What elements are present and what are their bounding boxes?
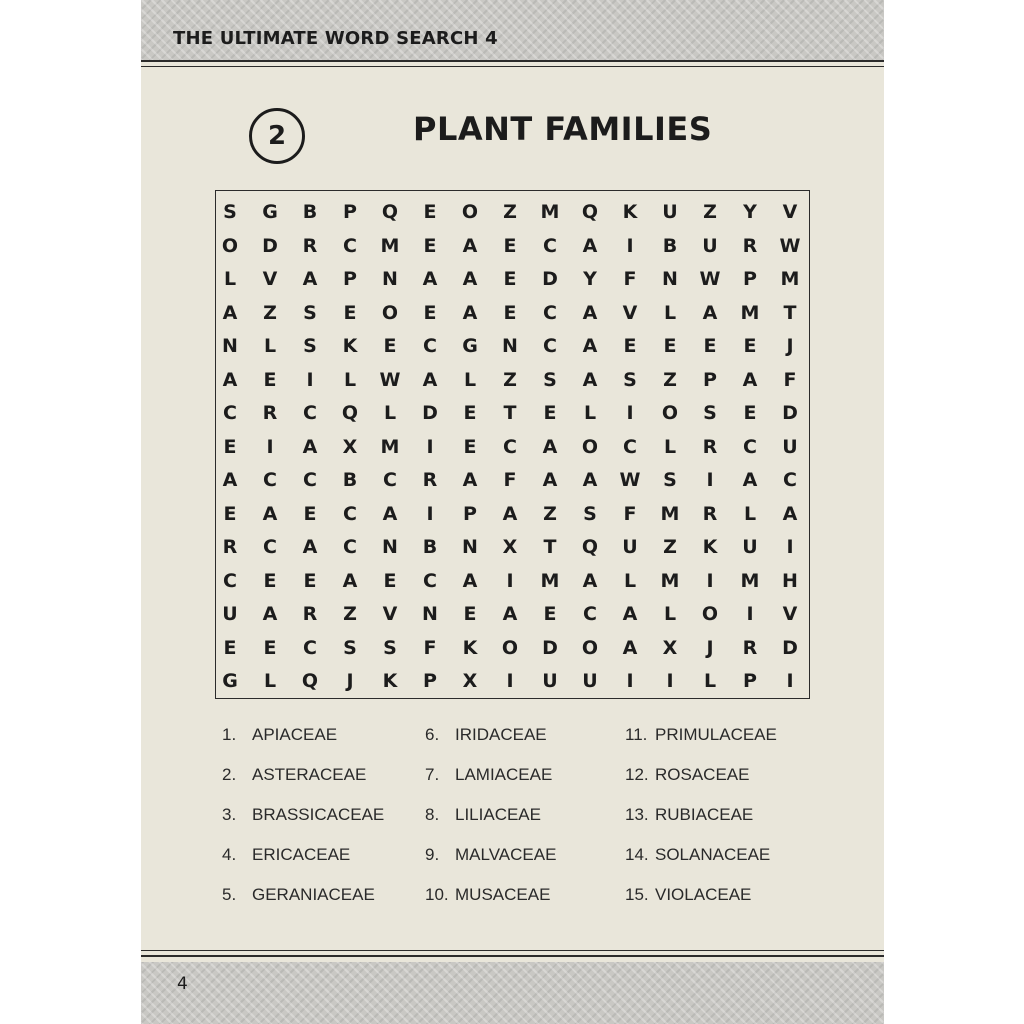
grid-letter: N [502, 335, 518, 357]
grid-letter: M [740, 301, 760, 324]
grid-letter: E [343, 301, 357, 324]
grid-letter: E [463, 402, 477, 424]
grid-letter: E [223, 636, 237, 659]
grid-letter: E [303, 569, 317, 592]
grid-letter: C [303, 636, 317, 659]
grid-letter: M [380, 435, 400, 458]
grid-letter: V [622, 301, 638, 324]
grid-letter: A [422, 268, 438, 290]
grid-letter: A [502, 502, 518, 525]
grid-letter: Z [503, 201, 517, 223]
grid-letter: E [263, 368, 277, 391]
grid-letter: M [540, 569, 560, 592]
grid-letter: N [462, 536, 478, 558]
word-list-item [625, 725, 777, 745]
grid-letter: Q [381, 201, 399, 223]
grid-letter: A [582, 569, 598, 592]
word-text: ASTERACEAE [252, 765, 367, 784]
grid-letter: P [463, 502, 477, 525]
grid-letter: A [222, 368, 238, 391]
footer-pattern-band [141, 962, 884, 1024]
grid-letter: L [343, 368, 357, 391]
grid-letter: V [382, 603, 398, 625]
grid-letter: O [661, 402, 679, 424]
grid-letter: C [543, 335, 557, 357]
grid-letter: B [302, 201, 318, 223]
grid-letter: A [622, 603, 638, 625]
grid-letter: D [422, 402, 438, 424]
grid-letter: A [302, 435, 318, 458]
word-list-item [625, 885, 752, 905]
word-text: APIACEAE [252, 725, 338, 744]
word-list-item [222, 885, 375, 905]
grid-letter: Z [263, 301, 277, 324]
grid-letter: A [622, 636, 638, 659]
grid-letter: E [383, 335, 397, 357]
word-list-item [625, 805, 754, 825]
grid-letter: A [302, 268, 318, 290]
grid-letter: A [462, 301, 478, 324]
grid-letter: C [503, 435, 517, 458]
grid-letter: C [223, 402, 237, 424]
grid-letter: E [463, 603, 477, 625]
grid-letter: M [660, 569, 680, 592]
grid-letter: I [506, 569, 514, 592]
grid-letter: A [742, 469, 758, 491]
grid-letter: A [702, 301, 718, 324]
grid-letter: S [303, 301, 317, 324]
grid-letter: A [382, 502, 398, 525]
word-text: VIOLACEAE [655, 885, 752, 904]
grid-letter: I [666, 670, 674, 692]
grid-letter: F [623, 502, 637, 525]
grid-letter: R [702, 435, 718, 458]
grid-letter: P [743, 268, 757, 290]
grid-letter: I [266, 435, 274, 458]
grid-letter: A [462, 234, 478, 257]
grid-letter: O [501, 636, 519, 659]
grid-letter: A [262, 502, 278, 525]
word-list-item [425, 765, 553, 785]
grid-letter: C [343, 502, 357, 525]
grid-letter: Q [341, 402, 359, 424]
grid-letter: L [263, 335, 277, 357]
grid-letter: E [663, 335, 677, 357]
grid-letter: U [782, 435, 798, 458]
grid-letter: E [423, 201, 437, 223]
grid-letter: U [222, 603, 238, 625]
grid-letter: R [422, 469, 438, 491]
grid-letter: X [342, 435, 358, 458]
grid-letter: C [543, 301, 557, 324]
grid-letter: Q [581, 201, 599, 223]
grid-letter: I [626, 670, 634, 692]
grid-letter: Z [543, 502, 557, 525]
grid-letter: C [383, 469, 397, 491]
word-list-item [425, 805, 541, 825]
word-text: PRIMULACEAE [655, 725, 777, 744]
word-number: 5. [222, 885, 237, 904]
grid-letter: U [702, 234, 718, 257]
grid-letter: K [702, 536, 718, 558]
grid-letter: E [743, 402, 757, 424]
word-list-item [222, 765, 367, 785]
grid-letter: P [423, 670, 437, 692]
word-number: 13. [625, 805, 649, 824]
word-number: 11. [625, 725, 648, 744]
grid-letter: E [503, 268, 517, 290]
word-number: 3. [222, 805, 237, 824]
grid-letter: D [782, 402, 798, 424]
grid-letter: C [623, 435, 637, 458]
grid-letter: S [583, 502, 597, 525]
grid-letter: P [343, 268, 357, 290]
footer-rule-thick [141, 955, 884, 957]
grid-letter: D [542, 636, 558, 659]
grid-letter: R [302, 234, 318, 257]
grid-letter: U [622, 536, 638, 558]
grid-letter: W [619, 469, 641, 491]
grid-letter: A [582, 234, 598, 257]
grid-letter: B [422, 536, 438, 558]
grid-letter: Z [703, 201, 717, 223]
grid-letter: C [423, 335, 437, 357]
book-page [141, 0, 884, 1024]
grid-letter: Z [663, 368, 677, 391]
grid-letter: X [462, 670, 478, 692]
grid-letter: O [701, 603, 719, 625]
grid-letter: L [223, 268, 237, 290]
grid-letter: E [463, 435, 477, 458]
word-list-item [425, 845, 557, 865]
grid-letter: A [462, 268, 478, 290]
grid-letter: C [223, 569, 237, 592]
grid-letter: S [383, 636, 397, 659]
word-number: 1. [222, 725, 237, 744]
puzzle-number: 2 [249, 108, 305, 164]
grid-letter: S [303, 335, 317, 357]
grid-letter: M [780, 268, 800, 290]
grid-letter: W [699, 268, 721, 290]
grid-letter: L [583, 402, 597, 424]
word-list-item [222, 845, 351, 865]
grid-letter: E [263, 636, 277, 659]
grid-letter: S [223, 201, 237, 223]
grid-letter: E [423, 234, 437, 257]
grid-letter: R [702, 502, 718, 525]
grid-letter: F [783, 368, 797, 391]
grid-letter: A [502, 603, 518, 625]
grid-letter: E [503, 234, 517, 257]
word-number: 7. [425, 765, 440, 784]
grid-letter: I [706, 469, 714, 491]
grid-letter: I [306, 368, 314, 391]
word-text: LILIACEAE [455, 805, 541, 824]
grid-letter: V [782, 603, 798, 625]
grid-letter: A [582, 301, 598, 324]
word-list-item [625, 765, 750, 785]
puzzle-title: PLANT FAMILIES [413, 110, 713, 148]
grid-letter: F [623, 268, 637, 290]
grid-letter: A [782, 502, 798, 525]
letter-grid [215, 190, 810, 699]
grid-letter: S [663, 469, 677, 491]
grid-letter: E [543, 402, 557, 424]
grid-letter: Z [503, 368, 517, 391]
grid-letter: C [583, 603, 597, 625]
grid-letter: V [262, 268, 278, 290]
grid-letter: N [662, 268, 678, 290]
grid-letter: L [463, 368, 477, 391]
grid-letter: P [703, 368, 717, 391]
grid-letter: L [383, 402, 397, 424]
grid-letter: I [786, 536, 794, 558]
grid-letter: W [379, 368, 401, 391]
grid-letter: A [462, 469, 478, 491]
grid-letter: I [786, 670, 794, 692]
grid-letter: E [543, 603, 557, 625]
grid-letter: Y [743, 201, 757, 223]
grid-letter: Z [663, 536, 677, 558]
grid-letter: H [782, 569, 798, 592]
word-number: 10. [425, 885, 449, 904]
grid-letter: K [622, 201, 638, 223]
grid-letter: O [221, 234, 239, 257]
grid-letter: C [343, 536, 357, 558]
grid-letter: E [503, 301, 517, 324]
grid-letter: L [263, 670, 277, 692]
grid-letter: E [303, 502, 317, 525]
grid-letter: N [222, 335, 238, 357]
grid-letter: A [542, 469, 558, 491]
grid-letter: C [263, 536, 277, 558]
grid-letter: T [783, 301, 797, 324]
grid-letter: G [262, 201, 278, 223]
grid-letter: Z [343, 603, 357, 625]
grid-letter: B [662, 234, 678, 257]
header-rule-thin [141, 66, 884, 67]
word-text: IRIDACEAE [455, 725, 547, 744]
grid-letter: A [582, 469, 598, 491]
grid-letter: Q [301, 670, 319, 692]
grid-letter: A [582, 335, 598, 357]
grid-letter: L [743, 502, 757, 525]
grid-letter: K [342, 335, 358, 357]
header-rule-thick [141, 60, 884, 62]
grid-letter: K [382, 670, 398, 692]
grid-letter: A [742, 368, 758, 391]
grid-letter: R [262, 402, 278, 424]
grid-letter: S [703, 402, 717, 424]
grid-letter: C [743, 435, 757, 458]
grid-letter: A [222, 301, 238, 324]
word-list-item [222, 725, 338, 745]
word-text: MUSACEAE [455, 885, 551, 904]
grid-letter: E [383, 569, 397, 592]
grid-letter: A [262, 603, 278, 625]
grid-letter: I [746, 603, 754, 625]
word-text: GERANIACEAE [252, 885, 375, 904]
grid-letter: V [782, 201, 798, 223]
grid-letter: C [263, 469, 277, 491]
grid-letter: O [581, 636, 599, 659]
grid-letter: E [263, 569, 277, 592]
grid-letter: N [382, 536, 398, 558]
word-text: SOLANACEAE [655, 845, 771, 864]
word-text: MALVACEAE [455, 845, 557, 864]
grid-letter: D [542, 268, 558, 290]
grid-letter: J [706, 636, 714, 659]
grid-letter: E [623, 335, 637, 357]
grid-letter: F [503, 469, 517, 491]
grid-letter: E [223, 435, 237, 458]
grid-letter: N [422, 603, 438, 625]
word-text: ROSACEAE [655, 765, 750, 784]
grid-letter: R [302, 603, 318, 625]
footer-rule-thin [141, 950, 884, 951]
grid-letter: L [663, 435, 677, 458]
grid-letter: I [506, 670, 514, 692]
grid-letter: B [342, 469, 358, 491]
grid-letter: E [423, 301, 437, 324]
grid-letter: E [703, 335, 717, 357]
grid-letter: C [303, 469, 317, 491]
word-text: LAMIACEAE [455, 765, 553, 784]
word-list-item [625, 845, 771, 865]
grid-letter: X [662, 636, 678, 659]
grid-letter: O [461, 201, 479, 223]
grid-letter: M [740, 569, 760, 592]
grid-letter: S [623, 368, 637, 391]
word-text: RUBIACEAE [655, 805, 754, 824]
grid-letter: I [426, 502, 434, 525]
grid-letter: G [462, 335, 478, 357]
word-number: 2. [222, 765, 237, 784]
page-number: 4 [177, 974, 188, 994]
grid-letter: O [581, 435, 599, 458]
grid-letter: R [742, 636, 758, 659]
grid-letter: Q [581, 536, 599, 558]
grid-letter: U [742, 536, 758, 558]
grid-letter: X [502, 536, 518, 558]
grid-letter: A [302, 536, 318, 558]
grid-letter: N [382, 268, 398, 290]
grid-letter: C [783, 469, 797, 491]
grid-letter: T [503, 402, 517, 424]
grid-letter: E [743, 335, 757, 357]
grid-letter: P [343, 201, 357, 223]
grid-letter: W [779, 234, 801, 257]
grid-letter: C [303, 402, 317, 424]
grid-letter: A [542, 435, 558, 458]
grid-letter: C [543, 234, 557, 257]
word-list-item [425, 885, 551, 905]
word-number: 9. [425, 845, 440, 864]
word-number: 4. [222, 845, 237, 864]
grid-letter: R [742, 234, 758, 257]
grid-letter: I [706, 569, 714, 592]
grid-letter: I [426, 435, 434, 458]
word-number: 14. [625, 845, 649, 864]
grid-letter: P [743, 670, 757, 692]
grid-letter: U [542, 670, 558, 692]
grid-letter: J [346, 670, 354, 692]
grid-letter: S [543, 368, 557, 391]
grid-letter: A [582, 368, 598, 391]
grid-letter: M [660, 502, 680, 525]
grid-letter: L [663, 301, 677, 324]
grid-letter: J [786, 335, 794, 357]
header-title: THE ULTIMATE WORD SEARCH 4 [173, 28, 498, 49]
grid-letter: C [423, 569, 437, 592]
grid-letter: R [222, 536, 238, 558]
grid-letter: F [423, 636, 437, 659]
word-list-item [222, 805, 385, 825]
grid-letter: I [626, 402, 634, 424]
grid-letter: L [623, 569, 637, 592]
grid-letter: K [462, 636, 478, 659]
grid-letter: A [222, 469, 238, 491]
grid-letter: D [782, 636, 798, 659]
grid-letter: C [343, 234, 357, 257]
word-number: 8. [425, 805, 440, 824]
grid-letter: U [582, 670, 598, 692]
grid-letter: L [703, 670, 717, 692]
grid-letter: L [663, 603, 677, 625]
word-number: 6. [425, 725, 440, 744]
grid-letter: E [223, 502, 237, 525]
word-text: ERICACEAE [252, 845, 351, 864]
grid-letter: T [543, 536, 557, 558]
grid-letter: D [262, 234, 278, 257]
grid-letter: M [380, 234, 400, 257]
grid-letter: S [343, 636, 357, 659]
grid-letter: I [626, 234, 634, 257]
grid-letter: M [540, 201, 560, 223]
grid-letter: U [662, 201, 678, 223]
grid-letter: A [422, 368, 438, 391]
grid-letter: O [381, 301, 399, 324]
word-list-item [425, 725, 547, 745]
grid-letter: Y [583, 268, 597, 290]
grid-letter: A [342, 569, 358, 592]
grid-letter: A [462, 569, 478, 592]
word-text: BRASSICACEAE [252, 805, 385, 824]
word-number: 15. [625, 885, 649, 904]
word-number: 12. [625, 765, 649, 784]
grid-letter: G [222, 670, 238, 692]
